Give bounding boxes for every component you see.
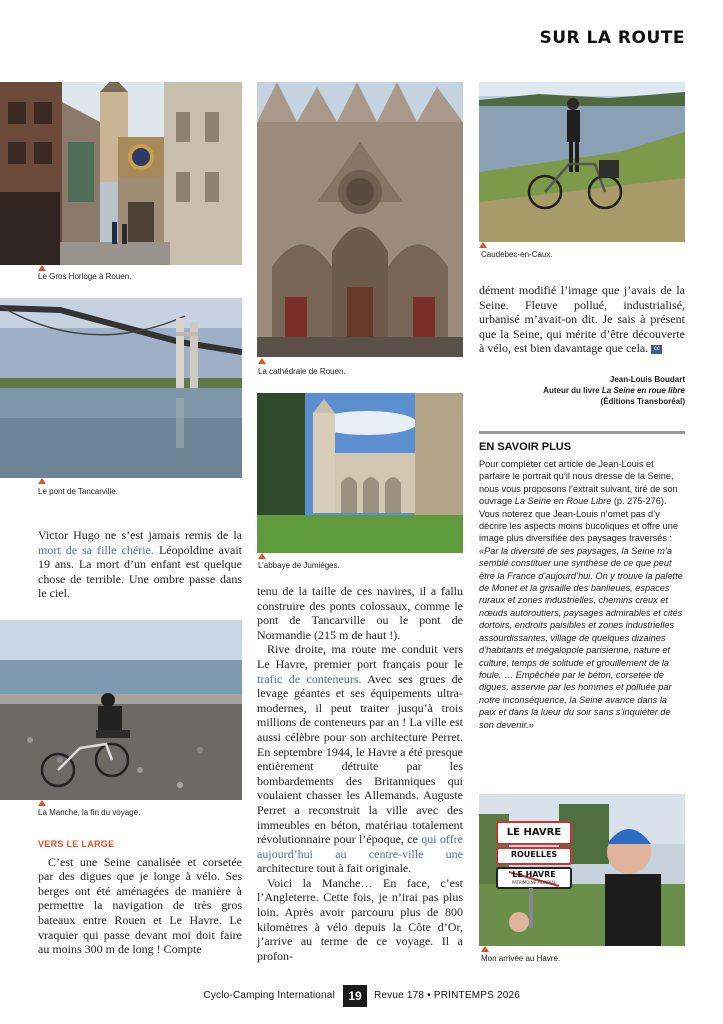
sign-le-havre-crossed: LE HAVRE: [512, 870, 556, 879]
article-paragraph: Victor Hugo ne s’est jamais remis de la mort de sa fille chérie. Léopoldine avait 19 ans. La mort d’un enfant est quelque chose de terrible. Une ombre passe dans le ciel.: [38, 528, 242, 601]
caption-marker: [38, 800, 46, 806]
article-paragraph: tenu de la taille de ces navires, il a fallu construire des ponts colossaux, comme le pont de Tancarville ou le pont de Normandie (215 m de haut !).: [257, 584, 463, 642]
author-name: Jean-Louis Boudart: [609, 375, 685, 384]
end-mark: cc: [651, 345, 662, 354]
article-col1-bottom: [38, 837, 242, 957]
article-paragraph: dément modifié l’image que j’avais de la Seine. Fleuve pollué, industrialisé, urbanisé m’avait-on dit. Je sais à présent que la Seine, qui mérite d’être découverte à vélo, est bien davantage que cela. cc: [479, 283, 685, 356]
footer-page-number: 19: [343, 985, 367, 1007]
jumieges-image: [257, 393, 463, 553]
caption-cathedrale: La cathédrale de Rouen.: [258, 367, 346, 376]
sidebar-title: EN SAVOIR PLUS: [479, 441, 572, 453]
photo-cathedrale: [257, 82, 463, 357]
sidebar-quote: «Par la diversité de ses paysages, la Seine m’a semblé constituer une synthèse de ce que peut être la France d’aujourd’hui. On y trouve la palette de Monet et la grisaille des banlieues, espaces ruraux et zones industrielles, chemins creux et nœuds autoroutiers, paysages admirables et cités dortoirs, endroits paisibles et zones industrielles assourdissantes, village de quelques dizaines d’habitants et mégalopole parisienne, nature et culture, temps de solitude et grouillement de la foule. … Empêchée par le béton, corsetée de digues, asservie par les hommes et polluée par notre inconséquence, la Seine avance dans la paix et dans la lueur du soir sans s’inquiéter de son devenir.»: [479, 545, 683, 730]
caption-caudebec: Caudebec-en-Caux.: [481, 250, 553, 259]
article-paragraph: C’est une Seine canalisée et corsetée par des digues que je longe à vélo. Ses berges ont été aménagées de manière à permettre la navigation de très gros bateaux entre Rouen et Le Havre. Le vraquier qui passe devant moi doit faire au moins 300 m de long ! Compte: [38, 854, 242, 957]
caption-tancarville: Le pont de Tancarville.: [38, 487, 118, 496]
caption-marker: [479, 242, 487, 248]
subheading: VERS LE LARGE: [38, 839, 115, 849]
author-publisher: (Éditions Transboréal): [600, 397, 685, 406]
article-col2: [257, 584, 463, 963]
photo-caudebec: [479, 82, 685, 242]
sign-le-havre: LE HAVRE: [506, 827, 562, 838]
footer-issue: Revue 178 • PRINTEMPS 2026: [374, 990, 520, 1001]
photo-jumieges: [257, 393, 463, 553]
caption-marker: [38, 265, 46, 271]
caption-gros-horloge: Le Gros Horloge à Rouen.: [38, 272, 132, 281]
caption-marker: [38, 478, 46, 484]
gros-horloge-image: [0, 82, 242, 265]
photo-gros-horloge: [0, 82, 242, 265]
sign-rouelles: ROUELLES: [510, 850, 558, 859]
caudebec-image: [479, 82, 685, 242]
author-signature: [543, 374, 685, 407]
author-role: Auteur du livre La Seine en roue libre: [543, 386, 685, 395]
caption-marker: [258, 358, 266, 364]
sidebar-rule: [479, 431, 685, 434]
caption-manche: La Manche, la fin du voyage.: [38, 808, 141, 817]
cathedrale-image: [257, 82, 463, 357]
photo-havre: [479, 794, 685, 946]
caption-havre: Mon arrivée au Havre.: [481, 954, 561, 963]
caption-marker: [258, 553, 266, 559]
article-col1-top: [38, 528, 242, 601]
tancarville-image: [0, 298, 242, 478]
photo-tancarville: [0, 298, 242, 478]
photo-manche: [0, 620, 242, 800]
article-paragraph: Voici la Manche… En face, c’est l’Angleterre. Cette fois, je n’irai pas plus loin. Après avoir parcouru plus de 800 kilomètres à vélo depuis la Côte d’Or, j’arrive au terme de ce voyage. Il a profon-: [257, 875, 463, 963]
section-title: SUR LA ROUTE: [539, 28, 685, 48]
sidebar-intro: Pour compléter cet article de Jean-Louis et parfaire le portrait qu’il nous dresse de la Seine, nous vous proposons l’extrait suivant, tiré de son ouvrage La Seine en Roue Libre (p. 275-276). Vous noterez que Jean-Louis n’omet pas d’y décrire les aspects moins bucoliques et offre une image plus diversifiée des paysages traversés :: [479, 459, 679, 544]
footer-magazine: Cyclo-Camping International: [203, 990, 335, 1001]
page-footer: [0, 985, 723, 1007]
article-paragraph: Rive droite, ma route me conduit vers Le Havre, premier port français pour le trafic de conteneurs. Avec ses grues de levage géantes et ses équipements ultra-modernes, il peut traiter jusqu’à trois millions de conteneurs par an ! La ville est aussi célèbre pour son architecture Perret. En septembre 1944, le Havre a été presque entièrement détruite par les bombardements des Britanniques qui voulaient chasser les Allemands. Auguste Perret a reconstruit la ville avec des immeubles en béton, matériau totalement révolutionnaire pour l’époque, ce qui offre aujourd’hui au centre-ville une architecture tout à fait originale.: [257, 642, 464, 876]
sign-patrimoine: PATRIMOINE MONDIAL: [511, 880, 557, 885]
article-col3: [479, 283, 685, 356]
caption-marker: [481, 946, 489, 952]
caption-jumieges: L’abbaye de Jumièges.: [258, 561, 340, 570]
sidebar-text: [479, 458, 685, 731]
manche-image: [0, 620, 242, 800]
